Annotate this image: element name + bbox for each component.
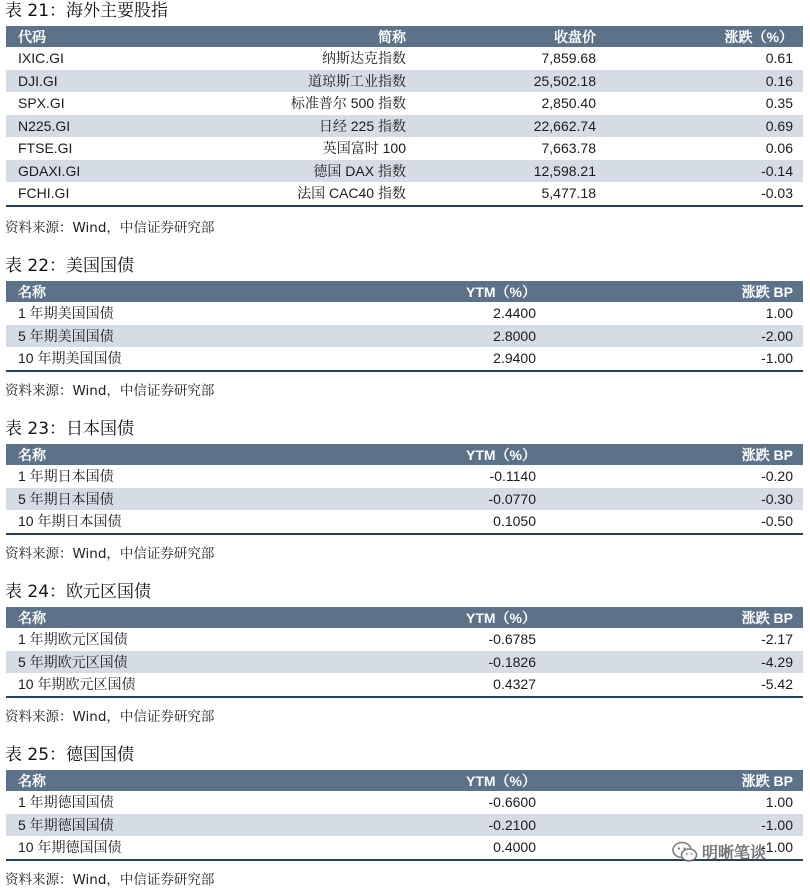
- column-header: 涨跌 BP: [741, 772, 793, 789]
- column-header: YTM（%）: [466, 446, 536, 463]
- table-cell: -0.1140: [489, 468, 536, 485]
- table-cell: 1 年期欧元区国债: [18, 631, 128, 648]
- table-row: [6, 137, 803, 160]
- column-header: YTM（%）: [466, 772, 536, 789]
- table-cell: 1.00: [765, 794, 793, 811]
- table-cell: -1.00: [536, 836, 803, 860]
- table-row: [6, 347, 803, 371]
- table-row: [6, 302, 803, 325]
- table-title: 表 21：海外主要股指: [5, 1, 169, 21]
- table-row: [6, 651, 803, 674]
- table-row: [6, 325, 803, 348]
- table-cell: 0.4000: [306, 836, 536, 860]
- table-cell: 10 年期欧元区国债: [6, 673, 306, 697]
- table-cell: -0.0770: [306, 488, 536, 511]
- table-cell: 法国 CAC40 指数: [156, 182, 406, 206]
- column-header: 收盘价: [554, 28, 596, 45]
- table-cell: 5 年期德国国债: [6, 814, 306, 837]
- table-cell: 5 年期美国国债: [6, 325, 306, 348]
- table-row: [6, 510, 803, 534]
- table-cell: 0.16: [596, 70, 803, 93]
- table-cell: -0.6785: [488, 631, 536, 648]
- table-row: [6, 488, 803, 511]
- table-title: 表 25：德国国债: [5, 745, 135, 765]
- table-cell: 1.00: [765, 305, 793, 322]
- table-header-row: [6, 770, 803, 791]
- source-note: 资料来源：Wind，中信证券研究部: [5, 709, 215, 725]
- table-cell: -0.03: [596, 182, 803, 206]
- column-header: 名称: [18, 446, 46, 463]
- table-cell: 7,663.78: [541, 140, 596, 157]
- table-row: [6, 160, 803, 183]
- column-header: YTM（%）: [466, 283, 536, 300]
- source-note: 资料来源：Wind，中信证券研究部: [5, 383, 215, 399]
- watermark: [672, 840, 766, 863]
- column-header: 涨跌 BP: [741, 283, 793, 300]
- table-cell: DJI.GI: [6, 70, 156, 93]
- table-cell: 0.06: [765, 140, 793, 157]
- table-row: [6, 47, 803, 70]
- column-header: 简称: [378, 28, 406, 45]
- table-title: 表 22：美国国债: [5, 256, 135, 276]
- table-cell: SPX.GI: [18, 95, 65, 112]
- wechat-icon: [672, 841, 698, 863]
- table-cell: -1.00: [536, 347, 803, 371]
- table-cell: 2.4400: [493, 305, 536, 322]
- table-cell: -4.29: [536, 651, 803, 674]
- table-cell: 0.61: [765, 50, 793, 67]
- table-cell: -0.20: [761, 468, 793, 485]
- table-row: [6, 182, 803, 206]
- table-cell: -0.1826: [306, 651, 536, 674]
- table-cell: IXIC.GI: [18, 50, 64, 67]
- table-row: [6, 92, 803, 115]
- table-title: 表 23：日本国债: [5, 419, 135, 439]
- source-note: 资料来源：Wind，中信证券研究部: [5, 546, 215, 562]
- table-cell: -2.00: [536, 325, 803, 348]
- table-row: [6, 115, 803, 138]
- table-row: [6, 628, 803, 651]
- table-cell: GDAXI.GI: [6, 160, 156, 183]
- table-cell: 1 年期德国国债: [18, 794, 114, 811]
- table-cell: -0.14: [596, 160, 803, 183]
- table-row: [6, 70, 803, 93]
- table-cell: FCHI.GI: [6, 182, 156, 206]
- table-cell: 0.69: [596, 115, 803, 138]
- table-cell: 2.9400: [306, 347, 536, 371]
- table-cell: 10 年期美国国债: [6, 347, 306, 371]
- table-cell: 0.35: [765, 95, 793, 112]
- table-cell: 德国 DAX 指数: [156, 160, 406, 183]
- table-cell: 纳斯达克指数: [322, 50, 406, 67]
- table-cell: 10 年期日本国债: [6, 510, 306, 534]
- table-cell: 1 年期美国国债: [18, 305, 114, 322]
- table-row: [6, 814, 803, 837]
- index-table: [6, 26, 803, 207]
- bond-table: [6, 607, 803, 698]
- table-cell: -2.17: [761, 631, 793, 648]
- column-header: 涨跌 BP: [741, 446, 793, 463]
- table-header-row: [6, 26, 803, 47]
- bond-table: [6, 281, 803, 372]
- column-header: 名称: [18, 772, 46, 789]
- table-cell: FTSE.GI: [18, 140, 73, 157]
- table-cell: -0.50: [536, 510, 803, 534]
- column-header: 名称: [18, 283, 46, 300]
- table-cell: -5.42: [536, 673, 803, 697]
- table-cell: 2.8000: [306, 325, 536, 348]
- table-cell: 日经 225 指数: [156, 115, 406, 138]
- table-cell: 7,859.68: [541, 50, 596, 67]
- table-cell: 1 年期日本国债: [18, 468, 114, 485]
- table-cell: 22,662.74: [406, 115, 596, 138]
- table-cell: N225.GI: [6, 115, 156, 138]
- table-cell: -0.30: [536, 488, 803, 511]
- bond-table: [6, 444, 803, 535]
- table-header-row: [6, 281, 803, 302]
- column-header: YTM（%）: [466, 609, 536, 626]
- source-note: 资料来源：Wind，中信证券研究部: [5, 872, 215, 888]
- table-cell: 标准普尔 500 指数: [290, 95, 406, 112]
- source-note: 资料来源：Wind，中信证券研究部: [5, 220, 215, 236]
- column-header: 涨跌（%）: [724, 28, 793, 45]
- table-cell: 2,850.40: [541, 95, 596, 112]
- table-cell: 0.1050: [306, 510, 536, 534]
- column-header: 代码: [18, 28, 46, 45]
- table-cell: 10 年期德国国债: [6, 836, 306, 860]
- table-header-row: [6, 444, 803, 465]
- table-row: [6, 465, 803, 488]
- table-cell: 12,598.21: [406, 160, 596, 183]
- table-title: 表 24：欧元区国债: [5, 582, 152, 602]
- column-header: 名称: [18, 609, 46, 626]
- table-row: [6, 673, 803, 697]
- table-cell: 0.4327: [306, 673, 536, 697]
- table-cell: 道琼斯工业指数: [156, 70, 406, 93]
- table-cell: 5 年期欧元区国债: [6, 651, 306, 674]
- watermark-text: 明晰笔谈: [702, 843, 767, 862]
- table-cell: 英国富时 100: [322, 140, 406, 157]
- table-cell: -0.2100: [306, 814, 536, 837]
- table-cell: 5 年期日本国债: [6, 488, 306, 511]
- table-cell: 25,502.18: [406, 70, 596, 93]
- column-header: 涨跌 BP: [741, 609, 793, 626]
- table-cell: 5,477.18: [406, 182, 596, 206]
- table-cell: -1.00: [536, 814, 803, 837]
- table-header-row: [6, 607, 803, 628]
- table-cell: -0.6600: [488, 794, 536, 811]
- table-row: [6, 791, 803, 814]
